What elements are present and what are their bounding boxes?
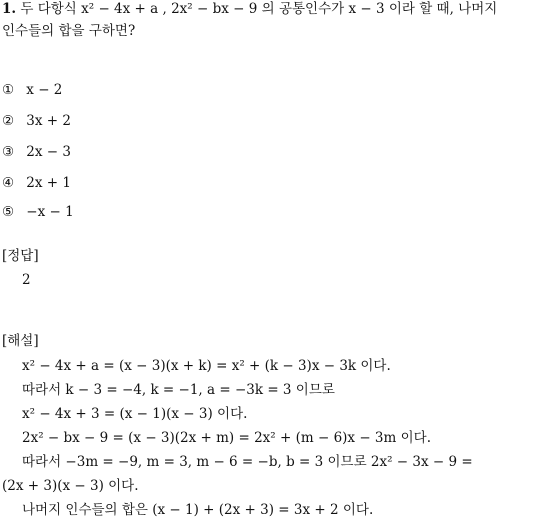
option-mark-2: ②	[2, 113, 15, 129]
question-line-1	[2, 0, 497, 18]
answer-value: 2	[22, 272, 31, 288]
option-text-2: 3x + 2	[26, 113, 71, 129]
option-4[interactable]	[2, 174, 71, 192]
question-number: 1.	[2, 1, 17, 17]
question-line-2: 인수들의 합을 구하면?	[2, 23, 136, 39]
question-text-1: 두 다항식 x² − 4x + a , 2x² − bx − 9 의 공통인수가 x − 3 이라 할 때, 나머지	[20, 1, 498, 17]
explanation-line-1: x² − 4x + a = (x − 3)(x + k) = x² + (k − 3)x − 3k 이다.	[22, 358, 391, 374]
explanation-line-3: x² − 4x + 3 = (x − 1)(x − 3) 이다.	[22, 406, 248, 422]
option-mark-1: ①	[2, 82, 15, 98]
explanation-line-2: 따라서 k − 3 = −4, k = −1, a = −3k = 3 이므로	[22, 382, 335, 398]
explanation-header: [해설]	[2, 333, 39, 349]
explanation-line-6: (2x + 3)(x − 3) 이다.	[2, 478, 139, 494]
explanation-line-4: 2x² − bx − 9 = (x − 3)(2x + m) = 2x² + (m − 6)x − 3m 이다.	[22, 430, 431, 446]
explanation-line-5: 따라서 −3m = −9, m = 3, m − 6 = −b, b = 3 이므로 2x² − 3x − 9 =	[22, 454, 473, 470]
option-mark-3: ③	[2, 144, 15, 160]
explanation-line-7: 나머지 인수들의 합은 (x − 1) + (2x + 3) = 3x + 2 이다.	[22, 502, 374, 518]
option-3[interactable]	[2, 143, 71, 161]
option-text-4: 2x + 1	[26, 175, 71, 191]
option-5[interactable]	[2, 203, 74, 221]
option-2[interactable]	[2, 112, 71, 130]
answer-header: [정답]	[2, 248, 39, 264]
option-text-3: 2x − 3	[26, 144, 71, 160]
option-text-1: x − 2	[26, 82, 63, 98]
option-text-5: −x − 1	[26, 204, 74, 220]
option-mark-5: ⑤	[2, 204, 15, 220]
option-1[interactable]	[2, 81, 62, 99]
option-mark-4: ④	[2, 175, 15, 191]
